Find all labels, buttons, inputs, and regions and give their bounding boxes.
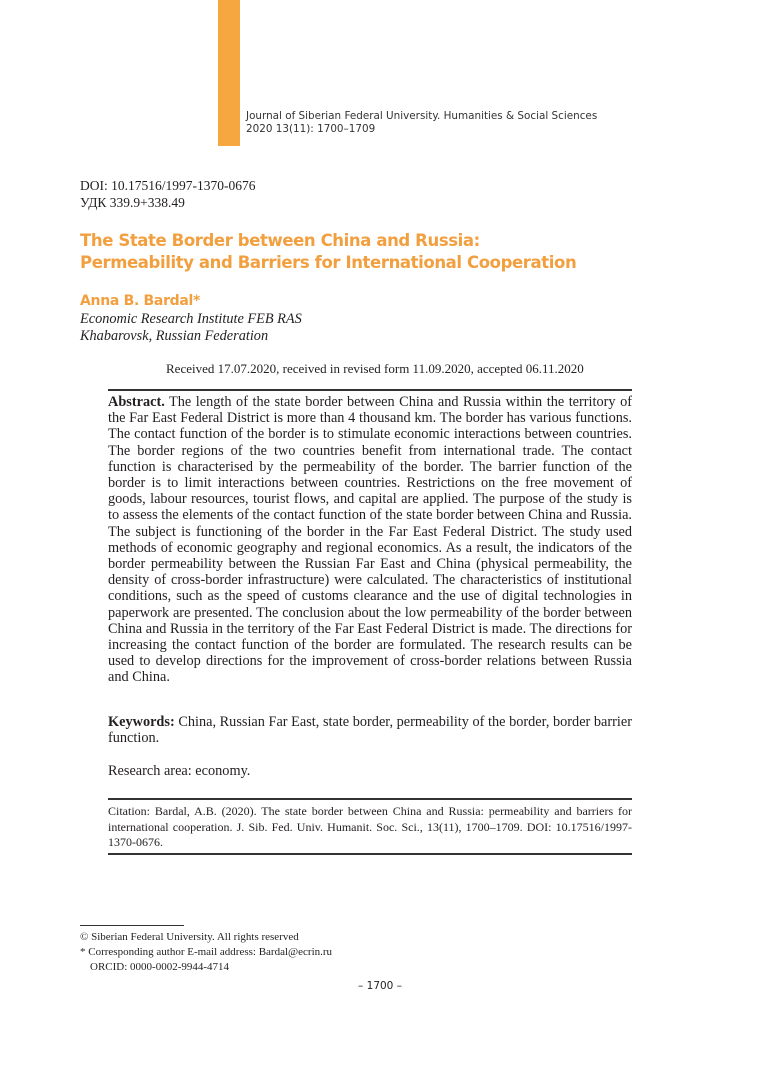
identifiers — [80, 177, 256, 211]
page-number: – 1700 – — [358, 980, 402, 992]
article-title — [80, 230, 576, 274]
corresponding-author: * Corresponding author E-mail address: Bardal@ecrin.ru — [80, 946, 333, 958]
journal-header — [246, 110, 597, 136]
abstract-text: The length of the state border between China and Russia within the territory of the Far East Federal District is more than 4 thousand km. The border has various functions. The contact function of the border is to stimulate economic interactions between countries. The border regions of the two countries benefit from international trade. The contact function is characterised by the permeability of the border. The barrier function of the border is to limit interactions between countries. Restrictions on the free movement of goods, labour resources, tourist flows, and capital are applied. The purpose of the study is to assess the elements of the contact function of the state border between China and Russia. The subject is functioning of the border in the Far East Federal District. The study used methods of economic geography and regional economics. As a result, the indicators of the border permeability between the Russian Far East and China (physical permeability, the density of cross-border infrastructure) were calculated. The characteristics of institutional conditions, such as the speed of customs clearance and the use of digital technologies in paperwork are presented. The conclusion about the low permeability of the border between China and Russia in the territory of the Far East Federal District is made. The directions for increasing the contact function of the border are formulated. The research results can be used to develop directions for the improvement of cross-border relations between Russia and China. — [108, 394, 632, 686]
citation: Citation: Bardal, A.B. (2020). The state border between China and Russia: permeability and barriers for international cooperation. J. Sib. Fed. Univ. Humanit. Soc. Sci., 13(11), 1700–1709. DOI: 10.17516/1997-1370-0676. — [108, 804, 632, 849]
orcid: ORCID: 0000-0002-9944-4714 — [90, 961, 230, 973]
title-line-1: The State Border between China and Russia: — [80, 231, 480, 250]
institution: Economic Research Institute FEB RAS — [80, 311, 302, 327]
keywords-text: China, Russian Far East, state border, permeability of the border, border barrier function. — [108, 714, 632, 747]
keywords — [108, 714, 632, 746]
journal-name: Journal of Siberian Federal University. Humanities & Social Sciences — [246, 110, 598, 122]
abstract — [108, 394, 632, 686]
journal-accent-bar — [218, 0, 240, 146]
udk: УДК 339.9+338.49 — [80, 195, 185, 210]
footnotes — [80, 930, 332, 975]
title-line-2: Permeability and Barriers for International Cooperation — [80, 253, 577, 272]
divider — [108, 798, 632, 800]
doi: DOI: 10.17516/1997-1370-0676 — [80, 178, 256, 193]
copyright: © Siberian Federal University. All rights reserved — [80, 931, 299, 943]
keywords-label: Keywords: — [108, 714, 175, 730]
divider — [108, 853, 632, 855]
abstract-label: Abstract. — [108, 394, 165, 410]
author-name: Anna B. Bardal* — [80, 293, 201, 309]
location: Khabarovsk, Russian Federation — [80, 328, 269, 344]
research-area: Research area: economy. — [108, 763, 251, 779]
footnote-divider — [80, 925, 184, 926]
received-dates: Received 17.07.2020, received in revised form 11.09.2020, accepted 06.11.2020 — [166, 361, 584, 376]
divider — [108, 389, 632, 391]
journal-issue: 2020 13(11): 1700–1709 — [246, 123, 376, 135]
affiliation — [80, 311, 302, 345]
